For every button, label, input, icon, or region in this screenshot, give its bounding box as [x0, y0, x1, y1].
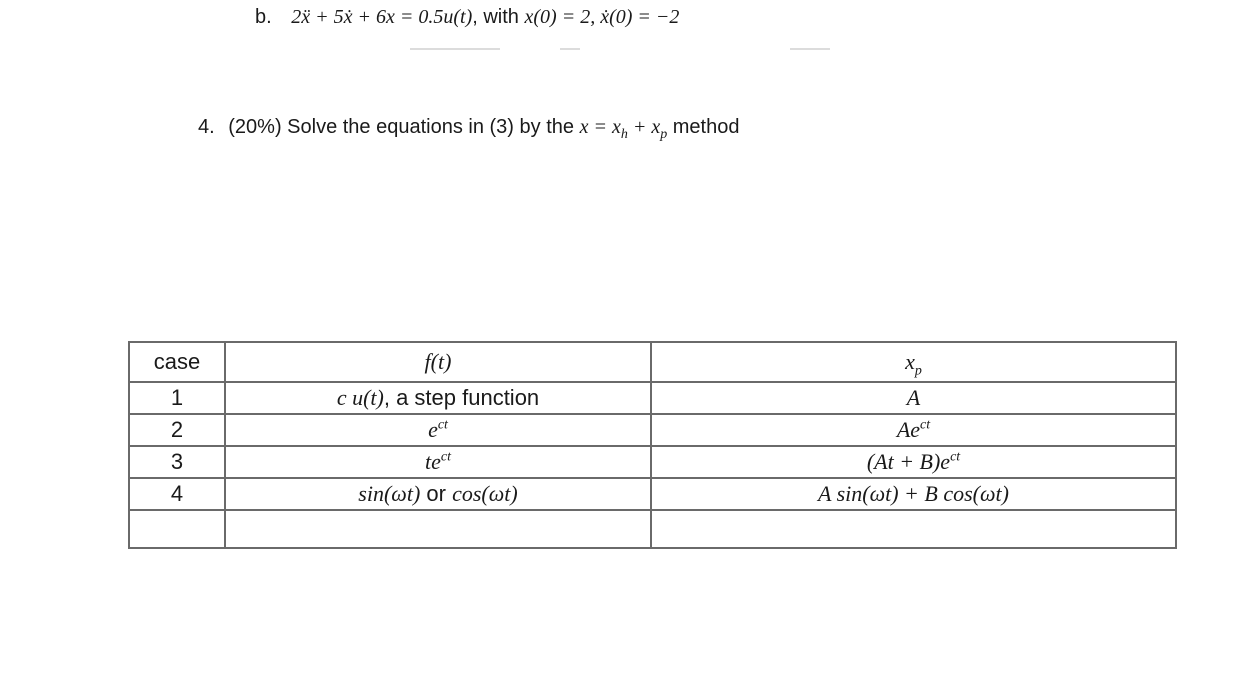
- faint-divider: [410, 48, 500, 50]
- table-row: [129, 446, 1176, 478]
- table-row: [129, 382, 1176, 414]
- particular-solution: $(At + B)e^{ct}$: [651, 446, 1176, 478]
- header-case: case: [129, 342, 225, 382]
- particular-solution: $Ae^{ct}$: [651, 414, 1176, 446]
- forcing-function: $te^{ct}$: [225, 446, 651, 478]
- problem-b-label: b.: [255, 6, 272, 28]
- problem-b-with: , with: [472, 6, 519, 28]
- problem-4-label: 4.: [198, 116, 215, 138]
- forcing-function: sin(ωt) or cos(ωt): [225, 478, 651, 510]
- header-xp: $x_p$: [651, 342, 1176, 382]
- empty-cell: [129, 510, 225, 548]
- problem-4-method-equation: $x = x_h + x_p$: [579, 116, 668, 142]
- case-number: 2: [129, 414, 225, 446]
- case-number: 3: [129, 446, 225, 478]
- particular-solution: A: [651, 382, 1176, 414]
- problem-b: [255, 6, 679, 29]
- faint-divider: [560, 48, 580, 50]
- particular-solution: A sin(ωt) + B cos(ωt): [651, 478, 1176, 510]
- forcing-function: c u(t), a step function: [225, 382, 651, 414]
- header-f: f(t): [225, 342, 651, 382]
- particular-solution-table: [128, 341, 1177, 549]
- table-row-empty: [129, 510, 1176, 548]
- table-row: [129, 414, 1176, 446]
- table-header-row: [129, 342, 1176, 382]
- empty-cell: [651, 510, 1176, 548]
- forcing-function: $e^{ct}$: [225, 414, 651, 446]
- empty-cell: [225, 510, 651, 548]
- case-number: 1: [129, 382, 225, 414]
- problem-b-initial-conditions: x(0) = 2, ẋ(0) = −2: [524, 6, 680, 28]
- problem-4-method-word: method: [672, 116, 740, 138]
- problem-b-equation: 2ẍ + 5ẋ + 6x = 0.5u(t): [291, 6, 473, 28]
- table-row: [129, 478, 1176, 510]
- problem-4-text: (20%) Solve the equations in (3) by the: [228, 116, 575, 138]
- problem-4: [198, 116, 740, 142]
- case-number: 4: [129, 478, 225, 510]
- faint-divider: [790, 48, 830, 50]
